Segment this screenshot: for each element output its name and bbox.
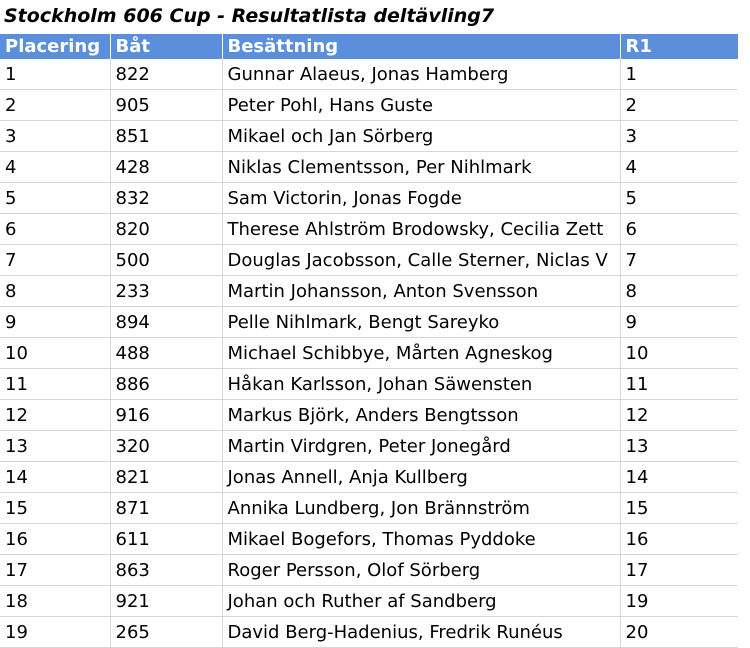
cell-besattning: Gunnar Alaeus, Jonas Hamberg — [222, 59, 620, 90]
cell-placering: 4 — [0, 152, 110, 183]
cell-placering: 7 — [0, 245, 110, 276]
cell-r1: 20 — [620, 617, 738, 648]
header-row — [0, 34, 738, 59]
cell-r1: 17 — [620, 555, 738, 586]
cell-r1: 3 — [620, 121, 738, 152]
cell-besattning: Annika Lundberg, Jon Brännström — [222, 493, 620, 524]
cell-besattning: Peter Pohl, Hans Guste — [222, 90, 620, 121]
cell-r1: 14 — [620, 462, 738, 493]
cell-r1: 9 — [620, 307, 738, 338]
cell-besattning: Johan och Ruther af Sandberg — [222, 586, 620, 617]
cell-r1: 12 — [620, 400, 738, 431]
cell-bat: 871 — [110, 493, 222, 524]
cell-bat: 320 — [110, 431, 222, 462]
cell-placering: 9 — [0, 307, 110, 338]
cell-besattning: Michael Schibbye, Mårten Agneskog — [222, 338, 620, 369]
column-header-besattning: Besättning — [222, 34, 620, 59]
cell-besattning: Roger Persson, Olof Sörberg — [222, 555, 620, 586]
column-header-r1: R1 — [620, 34, 738, 59]
cell-besattning: Pelle Nihlmark, Bengt Sareyko — [222, 307, 620, 338]
cell-besattning: Sam Victorin, Jonas Fogde — [222, 183, 620, 214]
cell-placering: 13 — [0, 431, 110, 462]
cell-placering: 18 — [0, 586, 110, 617]
table-row — [0, 338, 738, 369]
cell-bat: 921 — [110, 586, 222, 617]
cell-placering: 5 — [0, 183, 110, 214]
cell-bat: 428 — [110, 152, 222, 183]
table-row — [0, 121, 738, 152]
cell-placering: 12 — [0, 400, 110, 431]
cell-r1: 11 — [620, 369, 738, 400]
cell-placering: 16 — [0, 524, 110, 555]
cell-placering: 17 — [0, 555, 110, 586]
cell-r1: 4 — [620, 152, 738, 183]
results-table — [0, 34, 738, 648]
cell-besattning: Therese Ahlström Brodowsky, Cecilia Zett — [222, 214, 620, 245]
cell-besattning: Niklas Clementsson, Per Nihlmark — [222, 152, 620, 183]
cell-bat: 233 — [110, 276, 222, 307]
cell-bat: 894 — [110, 307, 222, 338]
cell-r1: 13 — [620, 431, 738, 462]
cell-placering: 6 — [0, 214, 110, 245]
cell-bat: 832 — [110, 183, 222, 214]
cell-besattning: Håkan Karlsson, Johan Säwensten — [222, 369, 620, 400]
cell-r1: 16 — [620, 524, 738, 555]
table-row — [0, 617, 738, 648]
table-row — [0, 555, 738, 586]
cell-bat: 500 — [110, 245, 222, 276]
column-header-placering: Placering — [0, 34, 110, 59]
cell-bat: 863 — [110, 555, 222, 586]
table-row — [0, 307, 738, 338]
table-row — [0, 462, 738, 493]
table-row — [0, 245, 738, 276]
cell-r1: 1 — [620, 59, 738, 90]
cell-bat: 820 — [110, 214, 222, 245]
cell-bat: 886 — [110, 369, 222, 400]
cell-besattning: Markus Björk, Anders Bengtsson — [222, 400, 620, 431]
cell-bat: 611 — [110, 524, 222, 555]
cell-placering: 11 — [0, 369, 110, 400]
table-row — [0, 183, 738, 214]
table-row — [0, 400, 738, 431]
cell-bat: 822 — [110, 59, 222, 90]
cell-bat: 851 — [110, 121, 222, 152]
table-row — [0, 493, 738, 524]
table-row — [0, 59, 738, 90]
cell-r1: 19 — [620, 586, 738, 617]
cell-besattning: Jonas Annell, Anja Kullberg — [222, 462, 620, 493]
page-title: Stockholm 606 Cup - Resultatlista deltävling7 — [4, 5, 495, 27]
cell-r1: 5 — [620, 183, 738, 214]
cell-r1: 15 — [620, 493, 738, 524]
cell-placering: 3 — [0, 121, 110, 152]
cell-besattning: Douglas Jacobsson, Calle Sterner, Niclas V — [222, 245, 620, 276]
cell-placering: 14 — [0, 462, 110, 493]
column-header-bat: Båt — [110, 34, 222, 59]
table-row — [0, 369, 738, 400]
cell-placering: 19 — [0, 617, 110, 648]
cell-besattning: Mikael Bogefors, Thomas Pyddoke — [222, 524, 620, 555]
cell-placering: 2 — [0, 90, 110, 121]
cell-bat: 905 — [110, 90, 222, 121]
cell-bat: 488 — [110, 338, 222, 369]
cell-besattning: David Berg-Hadenius, Fredrik Runéus — [222, 617, 620, 648]
cell-bat: 821 — [110, 462, 222, 493]
table-row — [0, 586, 738, 617]
cell-r1: 7 — [620, 245, 738, 276]
cell-besattning: Martin Johansson, Anton Svensson — [222, 276, 620, 307]
table-row — [0, 214, 738, 245]
cell-placering: 10 — [0, 338, 110, 369]
table-row — [0, 524, 738, 555]
cell-bat: 265 — [110, 617, 222, 648]
cell-placering: 8 — [0, 276, 110, 307]
cell-placering: 1 — [0, 59, 110, 90]
cell-bat: 916 — [110, 400, 222, 431]
cell-placering: 15 — [0, 493, 110, 524]
cell-besattning: Martin Virdgren, Peter Jonegård — [222, 431, 620, 462]
cell-r1: 8 — [620, 276, 738, 307]
table-row — [0, 431, 738, 462]
cell-r1: 10 — [620, 338, 738, 369]
table-row — [0, 276, 738, 307]
table-row — [0, 152, 738, 183]
cell-r1: 2 — [620, 90, 738, 121]
table-row — [0, 90, 738, 121]
cell-r1: 6 — [620, 214, 738, 245]
cell-besattning: Mikael och Jan Sörberg — [222, 121, 620, 152]
